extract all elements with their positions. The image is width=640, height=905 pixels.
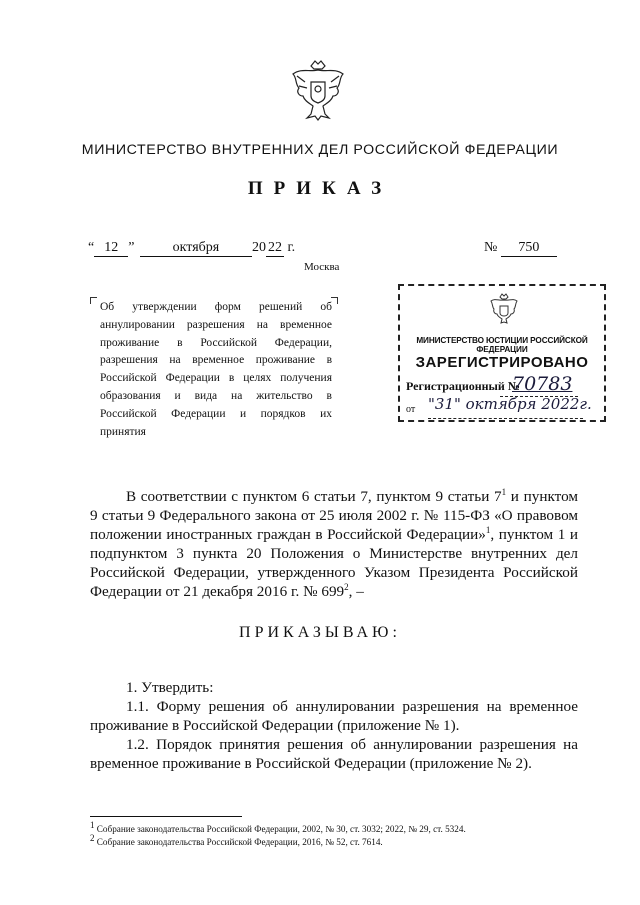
preamble-text-1: В соответствии с пунктом 6 статьи 7, пунктом 9 статьи 7	[126, 488, 502, 505]
decree-heading: ПРИКАЗЫВАЮ:	[239, 624, 401, 641]
subject-bracket-left	[90, 297, 97, 304]
number-value: 750	[501, 240, 557, 257]
footnote-mark: 2	[90, 832, 95, 843]
date-day: 12	[94, 240, 128, 257]
stamp-emblem-icon	[489, 292, 519, 325]
order-item: 1.1. Форму решения об аннулировании разрешения на временное проживание в Российской Федерации (приложение № 1).	[90, 698, 578, 734]
footnote-divider	[90, 816, 242, 817]
order-item: 1.2. Порядок принятия решения об аннулировании разрешения на временное проживание в Российской Федерации (приложение № 2).	[90, 736, 578, 772]
preamble	[90, 487, 578, 601]
date-open-quote: “	[88, 240, 95, 255]
footnote-ref-1: 1	[501, 486, 507, 497]
ministry-title: МИНИСТЕРСТВО ВНУТРЕННИХ ДЕЛ РОССИЙСКОЙ ФЕДЕРАЦИИ	[81, 142, 559, 158]
footnote-text: Собрание законодательства Российской Федерации, 2016, № 52, ст. 7614.	[94, 836, 383, 847]
footnote-text: Собрание законодательства Российской Федерации, 2002, № 30, ст. 3032; 2022, № 29, ст. 5324.	[94, 824, 466, 834]
footnote-ref-2: 2	[344, 581, 349, 592]
footnote	[90, 832, 590, 849]
city: Москва	[304, 261, 340, 273]
date-year: 22	[267, 240, 282, 255]
stamp-status: ЗАРЕГИСТРИРОВАНО	[415, 354, 589, 371]
preamble-text-4: , –	[348, 583, 364, 600]
date-month: октября	[140, 240, 252, 257]
stamp-date-label: от	[406, 404, 416, 415]
stamp-reg-number: 70783	[512, 373, 573, 395]
order-date	[88, 240, 295, 257]
footnote-ref-1b: 1	[485, 524, 491, 535]
coat-of-arms-icon	[289, 58, 347, 124]
preamble-text-2: и пунктом 9 статьи 9 Федерального закона от 25 июля 2002 г. № 115-ФЗ «О правовом положении иностранных граждан в Российской Федерации»	[90, 488, 578, 543]
footnotes	[90, 819, 590, 848]
footnote-mark: 1	[90, 819, 95, 830]
registration-stamp	[398, 284, 606, 422]
order-item: 1. Утвердить:	[126, 679, 214, 696]
date-year-abbr: г.	[287, 240, 296, 255]
stamp-organization: МИНИСТЕРСТВО ЮСТИЦИИ РОССИЙСКОЙ ФЕДЕРАЦИИ	[416, 336, 588, 354]
preamble-text-3: , пунктом 1 и подпунктом 3 пункта 20 Положения о Министерстве внутренних дел Российской Федерации, утвержденного Указом Президента Российской Федерации от 21 декабря 2016 г. № 699	[90, 526, 578, 600]
document-type: ПРИКАЗ	[247, 178, 393, 199]
stamp-reg-label: Регистрационный №	[406, 379, 520, 393]
order-number	[484, 240, 557, 257]
order-subject: Об утверждении форм решений об аннулировании разрешения на временное проживание в Российской Федерации, разрешения на временное проживание в Российской Федерации в целях получения образования и вида на жительство в Российской Федерации и порядков их принятия	[100, 301, 332, 438]
order-items	[90, 678, 578, 773]
stamp-date-line	[428, 418, 583, 419]
footnote	[90, 819, 590, 836]
date-close-quote: ”	[128, 240, 135, 255]
date-year-prefix: 20	[251, 240, 266, 255]
number-sign: №	[484, 240, 498, 255]
stamp-date-value: "31" октября 2022г.	[428, 395, 592, 413]
subject-bracket-right	[331, 297, 338, 304]
